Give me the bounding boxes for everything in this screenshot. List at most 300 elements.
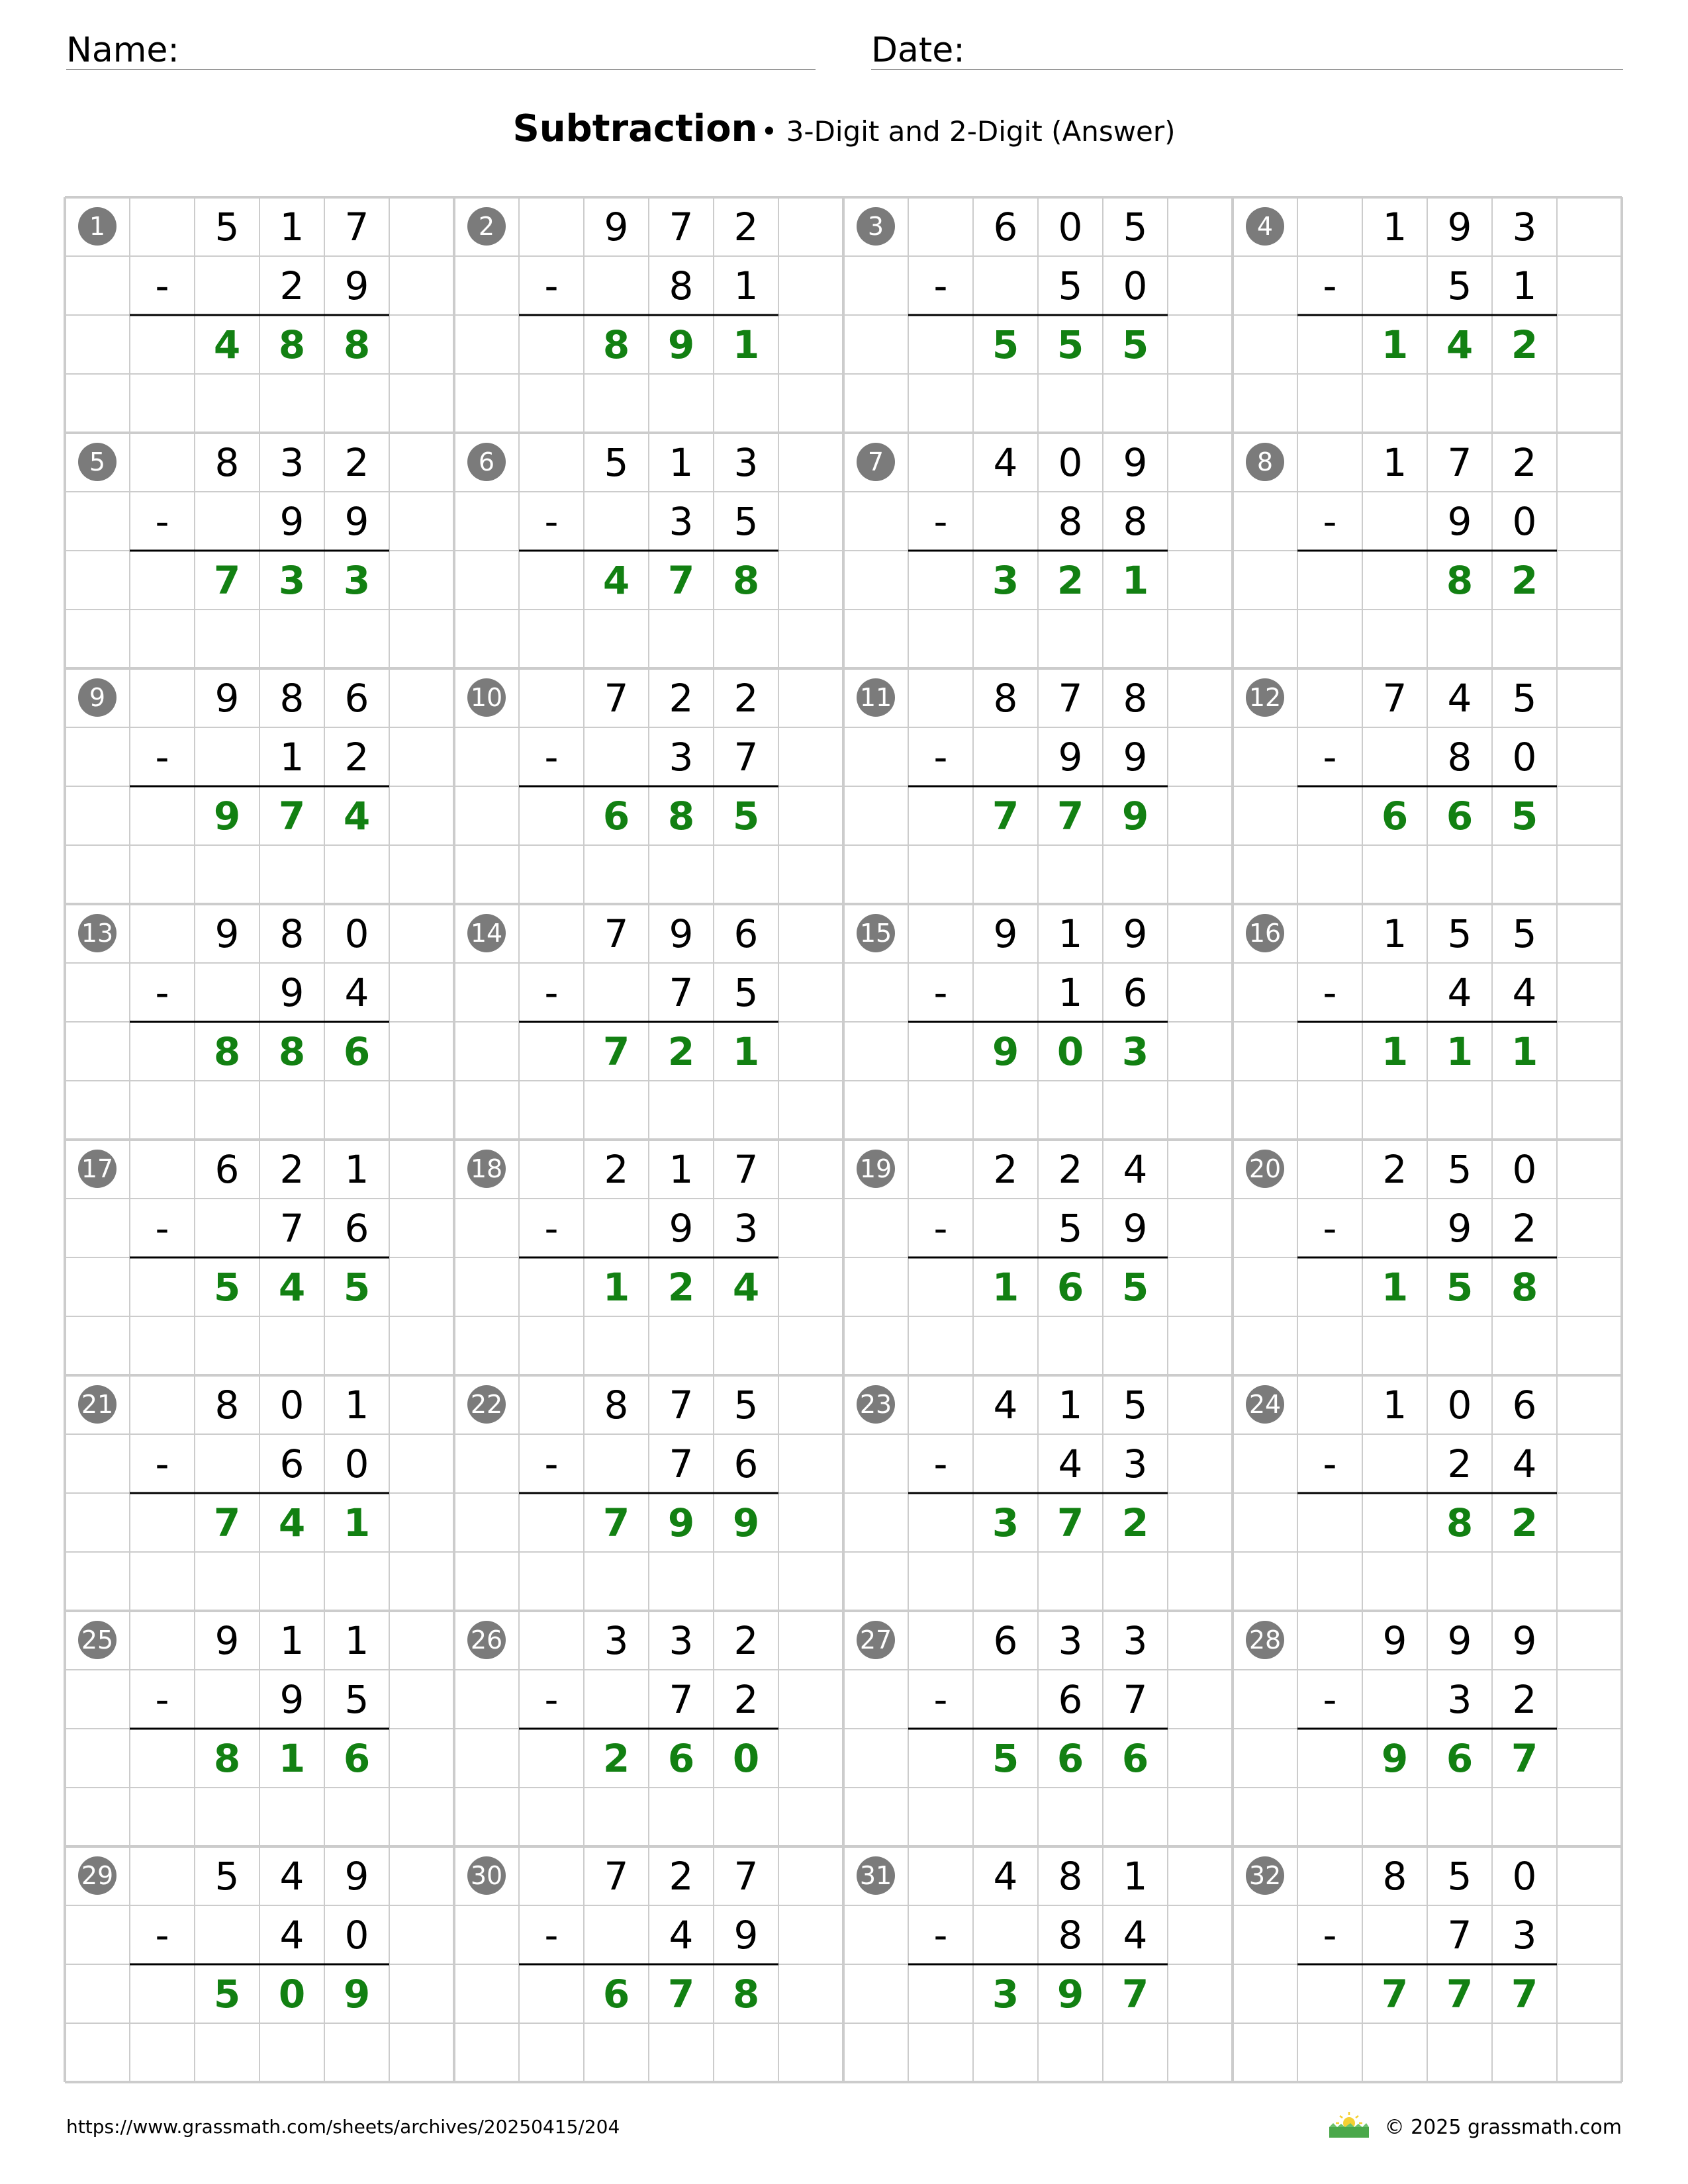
minus-sign: -: [933, 1676, 948, 1722]
answer-digit: 7: [1056, 793, 1084, 839]
answer-digit: 5: [1511, 793, 1538, 839]
subtrahend-digit: 3: [669, 498, 694, 544]
minus-sign: -: [155, 1205, 169, 1251]
subtrahend-digit: 9: [279, 970, 305, 1015]
problem-number-badge: 6: [467, 443, 506, 481]
minuend-digit: 0: [344, 911, 369, 956]
subtrahend-digit: 5: [1058, 263, 1083, 308]
subtrahend-digit: 7: [1123, 1676, 1148, 1722]
answer-digit: 7: [1511, 1971, 1538, 2017]
problem-number-badge: 9: [78, 678, 117, 717]
answer-digit: 9: [1121, 793, 1149, 839]
problem-number-badge: 30: [467, 1856, 506, 1895]
minuend-digit: 3: [279, 439, 305, 485]
answer-digit: 8: [213, 1028, 241, 1074]
minuend-digit: 7: [1058, 675, 1083, 721]
minuend-digit: 4: [279, 1853, 305, 1899]
subtrahend-digit: 3: [1123, 1441, 1148, 1486]
minus-sign: -: [933, 1441, 948, 1486]
answer-digit: 5: [213, 1264, 241, 1310]
answer-digit: 1: [1381, 1264, 1409, 1310]
minuend-digit: 1: [669, 439, 694, 485]
minuend-digit: 9: [604, 204, 629, 250]
answer-digit: 0: [278, 1971, 306, 2017]
minuend-digit: 8: [214, 439, 240, 485]
subtrahend-digit: 1: [279, 734, 305, 780]
problem-number-badge: 20: [1246, 1150, 1284, 1188]
subtrahend-digit: 3: [733, 1205, 759, 1251]
answer-digit: 5: [992, 322, 1019, 367]
minuend-digit: 5: [1447, 1146, 1472, 1192]
subtrahend-digit: 0: [344, 1912, 369, 1958]
answer-digit: 5: [1121, 1264, 1149, 1310]
minuend-digit: 1: [344, 1382, 369, 1428]
subtrahend-digit: 9: [1447, 498, 1472, 544]
minus-sign: -: [155, 734, 169, 780]
minuend-digit: 8: [1123, 675, 1148, 721]
subtrahend-digit: 4: [1058, 1441, 1083, 1486]
problem-number-badge: 24: [1246, 1385, 1284, 1424]
answer-digit: 0: [1056, 1028, 1084, 1074]
minus-sign: -: [1323, 263, 1337, 308]
footer-url: https://www.grassmath.com/sheets/archives/20250415/204: [66, 2116, 620, 2138]
answer-digit: 8: [278, 1028, 306, 1074]
answer-digit: 5: [213, 1971, 241, 2017]
minus-sign: -: [933, 734, 948, 780]
minus-sign: -: [1323, 1676, 1337, 1722]
minuend-digit: 1: [1382, 1382, 1407, 1428]
subtrahend-digit: 7: [279, 1205, 305, 1251]
answer-digit: 2: [1511, 322, 1538, 367]
answer-digit: 5: [732, 793, 760, 839]
date-label: Date:: [871, 30, 965, 70]
problem-number-badge: 21: [78, 1385, 117, 1424]
answer-digit: 8: [602, 322, 630, 367]
answer-digit: 4: [732, 1264, 760, 1310]
subtrahend-digit: 9: [344, 498, 369, 544]
minuend-digit: 7: [344, 204, 369, 250]
problem-number-badge: 19: [857, 1150, 895, 1188]
answer-digit: 4: [343, 793, 371, 839]
minuend-digit: 8: [993, 675, 1018, 721]
minuend-digit: 7: [733, 1853, 759, 1899]
answer-digit: 6: [1381, 793, 1409, 839]
subtrahend-digit: 5: [1447, 263, 1472, 308]
subtrahend-digit: 9: [669, 1205, 694, 1251]
minus-sign: -: [1323, 1912, 1337, 1958]
minus-sign: -: [1323, 1205, 1337, 1251]
subtrahend-digit: 4: [344, 970, 369, 1015]
answer-digit: 6: [343, 1735, 371, 1781]
answer-digit: 8: [278, 322, 306, 367]
minuend-digit: 7: [604, 911, 629, 956]
answer-digit: 9: [667, 322, 695, 367]
answer-digit: 9: [992, 1028, 1019, 1074]
subtrahend-digit: 8: [1058, 498, 1083, 544]
title-main: Subtraction: [512, 107, 758, 150]
answer-digit: 6: [1121, 1735, 1149, 1781]
problem-number-badge: 17: [78, 1150, 117, 1188]
minuend-digit: 1: [344, 1146, 369, 1192]
date-field[interactable]: [871, 25, 1623, 70]
minus-sign: -: [933, 263, 948, 308]
minuend-digit: 3: [604, 1617, 629, 1663]
subtrahend-digit: 5: [1058, 1205, 1083, 1251]
subtrahend-digit: 8: [1447, 734, 1472, 780]
subtrahend-digit: 6: [1123, 970, 1148, 1015]
answer-digit: 9: [667, 1500, 695, 1545]
minuend-digit: 6: [733, 911, 759, 956]
subtrahend-digit: 7: [669, 970, 694, 1015]
subtrahend-digit: 9: [733, 1912, 759, 1958]
subtrahend-digit: 2: [279, 263, 305, 308]
answer-digit: 7: [667, 1971, 695, 2017]
answer-digit: 7: [213, 557, 241, 603]
subtrahend-digit: 4: [669, 1912, 694, 1958]
answer-digit: 1: [732, 322, 760, 367]
answer-digit: 4: [278, 1500, 306, 1545]
worksheet-title: [0, 107, 1688, 150]
minuend-digit: 8: [604, 1382, 629, 1428]
subtrahend-digit: 7: [1447, 1912, 1472, 1958]
subtrahend-digit: 1: [1512, 263, 1537, 308]
answer-digit: 2: [667, 1028, 695, 1074]
answer-digit: 8: [1446, 557, 1474, 603]
answer-digit: 7: [992, 793, 1019, 839]
answer-digit: 6: [1446, 1735, 1474, 1781]
subtrahend-digit: 6: [733, 1441, 759, 1486]
minuend-digit: 5: [1447, 911, 1472, 956]
subtrahend-digit: 4: [1512, 970, 1537, 1015]
problem-number-badge: 26: [467, 1621, 506, 1659]
minuend-digit: 4: [1447, 675, 1472, 721]
minuend-digit: 9: [1512, 1617, 1537, 1663]
minuend-digit: 8: [1382, 1853, 1407, 1899]
minuend-digit: 2: [993, 1146, 1018, 1192]
problem-number-badge: 7: [857, 443, 895, 481]
minuend-digit: 7: [733, 1146, 759, 1192]
minuend-digit: 0: [279, 1382, 305, 1428]
minuend-digit: 9: [1123, 439, 1148, 485]
subtrahend-digit: 8: [1123, 498, 1148, 544]
minus-sign: -: [933, 1205, 948, 1251]
answer-digit: 1: [278, 1735, 306, 1781]
subtrahend-digit: 5: [733, 498, 759, 544]
minus-sign: -: [544, 1676, 559, 1722]
minuend-digit: 1: [1382, 911, 1407, 956]
minuend-digit: 6: [344, 675, 369, 721]
minuend-digit: 9: [1447, 204, 1472, 250]
minuend-digit: 2: [279, 1146, 305, 1192]
minus-sign: -: [155, 1912, 169, 1958]
problem-number-badge: 4: [1246, 207, 1284, 246]
answer-digit: 9: [213, 793, 241, 839]
minus-sign: -: [544, 498, 559, 544]
problem-number-badge: 32: [1246, 1856, 1284, 1895]
minuend-digit: 6: [214, 1146, 240, 1192]
subtrahend-digit: 2: [1512, 1205, 1537, 1251]
subtrahend-digit: 2: [344, 734, 369, 780]
footer-copyright: © 2025 grassmath.com: [1384, 2116, 1622, 2139]
minuend-digit: 1: [1058, 911, 1083, 956]
answer-digit: 5: [1446, 1264, 1474, 1310]
minuend-digit: 1: [279, 1617, 305, 1663]
problem-number-badge: 16: [1246, 914, 1284, 952]
answer-digit: 3: [343, 557, 371, 603]
minuend-digit: 7: [604, 1853, 629, 1899]
answer-digit: 1: [1121, 557, 1149, 603]
subtrahend-digit: 6: [344, 1205, 369, 1251]
problem-number-badge: 14: [467, 914, 506, 952]
minuend-digit: 1: [1123, 1853, 1148, 1899]
minuend-digit: 9: [1447, 1617, 1472, 1663]
minuend-digit: 5: [604, 439, 629, 485]
answer-digit: 6: [343, 1028, 371, 1074]
answer-digit: 1: [343, 1500, 371, 1545]
minuend-digit: 2: [733, 675, 759, 721]
answer-digit: 7: [602, 1500, 630, 1545]
subtrahend-digit: 9: [1123, 1205, 1148, 1251]
answer-digit: 4: [602, 557, 630, 603]
title-separator: •: [761, 115, 786, 148]
problem-number-badge: 10: [467, 678, 506, 717]
answer-digit: 7: [213, 1500, 241, 1545]
minuend-digit: 0: [1512, 1853, 1537, 1899]
minuend-digit: 3: [1123, 1617, 1148, 1663]
subtrahend-digit: 1: [733, 263, 759, 308]
subtrahend-digit: 1: [1058, 970, 1083, 1015]
answer-digit: 5: [992, 1735, 1019, 1781]
answer-digit: 8: [1446, 1500, 1474, 1545]
answer-digit: 9: [732, 1500, 760, 1545]
minuend-digit: 7: [1382, 675, 1407, 721]
problem-number-badge: 11: [857, 678, 895, 717]
problem-number-badge: 27: [857, 1621, 895, 1659]
minuend-digit: 8: [1058, 1853, 1083, 1899]
subtrahend-digit: 5: [344, 1676, 369, 1722]
minuend-digit: 6: [1512, 1382, 1537, 1428]
minus-sign: -: [544, 263, 559, 308]
answer-digit: 0: [732, 1735, 760, 1781]
minus-sign: -: [155, 1441, 169, 1486]
subtrahend-digit: 2: [1447, 1441, 1472, 1486]
problem-number-badge: 18: [467, 1150, 506, 1188]
answer-digit: 6: [602, 793, 630, 839]
minuend-digit: 9: [1123, 911, 1148, 956]
minuend-digit: 1: [279, 204, 305, 250]
minuend-digit: 8: [279, 675, 305, 721]
minus-sign: -: [155, 263, 169, 308]
answer-digit: 7: [1381, 1971, 1409, 2017]
problem-number-badge: 28: [1246, 1621, 1284, 1659]
subtrahend-digit: 9: [279, 1676, 305, 1722]
subtrahend-digit: 5: [733, 970, 759, 1015]
subtrahend-digit: 7: [733, 734, 759, 780]
answer-digit: 1: [732, 1028, 760, 1074]
minuend-digit: 3: [1512, 204, 1537, 250]
answer-digit: 1: [1381, 322, 1409, 367]
subtrahend-digit: 9: [344, 263, 369, 308]
minuend-digit: 1: [1382, 204, 1407, 250]
minus-sign: -: [155, 970, 169, 1015]
problem-number-badge: 3: [857, 207, 895, 246]
answer-digit: 2: [1121, 1500, 1149, 1545]
title-subtitle: 3-Digit and 2-Digit (Answer): [786, 115, 1176, 148]
answer-digit: 9: [1056, 1971, 1084, 2017]
subtrahend-digit: 3: [669, 734, 694, 780]
minuend-digit: 9: [993, 911, 1018, 956]
minuend-digit: 5: [1512, 911, 1537, 956]
minuend-digit: 0: [1447, 1382, 1472, 1428]
minuend-digit: 3: [669, 1617, 694, 1663]
minus-sign: -: [544, 1912, 559, 1958]
subtrahend-digit: 4: [1123, 1912, 1148, 1958]
answer-digit: 9: [343, 1971, 371, 2017]
minuend-digit: 5: [214, 1853, 240, 1899]
minuend-digit: 9: [669, 911, 694, 956]
problem-number-badge: 25: [78, 1621, 117, 1659]
subtrahend-digit: 9: [1123, 734, 1148, 780]
minuend-digit: 5: [1512, 675, 1537, 721]
answer-digit: 6: [1056, 1735, 1084, 1781]
minuend-digit: 5: [1447, 1853, 1472, 1899]
minuend-digit: 7: [669, 204, 694, 250]
answer-digit: 1: [1446, 1028, 1474, 1074]
minuend-digit: 2: [733, 204, 759, 250]
minuend-digit: 4: [1123, 1146, 1148, 1192]
subtrahend-digit: 7: [669, 1676, 694, 1722]
answer-digit: 7: [1121, 1971, 1149, 2017]
minuend-digit: 9: [1382, 1617, 1407, 1663]
minuend-digit: 2: [604, 1146, 629, 1192]
minuend-digit: 4: [993, 1382, 1018, 1428]
problem-number-badge: 22: [467, 1385, 506, 1424]
answer-digit: 8: [213, 1735, 241, 1781]
answer-digit: 7: [667, 557, 695, 603]
subtrahend-digit: 0: [1512, 734, 1537, 780]
answer-digit: 7: [1446, 1971, 1474, 2017]
minus-sign: -: [155, 1676, 169, 1722]
subtrahend-digit: 3: [1512, 1912, 1537, 1958]
answer-digit: 2: [1511, 1500, 1538, 1545]
minuend-digit: 7: [1447, 439, 1472, 485]
subtrahend-digit: 8: [1058, 1912, 1083, 1958]
answer-digit: 9: [1381, 1735, 1409, 1781]
problem-number-badge: 1: [78, 207, 117, 246]
minuend-digit: 0: [1512, 1146, 1537, 1192]
minuend-digit: 2: [1512, 439, 1537, 485]
answer-digit: 5: [1056, 322, 1084, 367]
minus-sign: -: [1323, 734, 1337, 780]
minuend-digit: 2: [669, 675, 694, 721]
subtrahend-digit: 9: [1447, 1205, 1472, 1251]
minuend-digit: 5: [1123, 204, 1148, 250]
minuend-digit: 0: [1058, 204, 1083, 250]
subtrahend-digit: 4: [279, 1912, 305, 1958]
answer-digit: 8: [343, 322, 371, 367]
minuend-digit: 9: [214, 675, 240, 721]
problem-number-badge: 31: [857, 1856, 895, 1895]
minuend-digit: 2: [344, 439, 369, 485]
answer-digit: 4: [213, 322, 241, 367]
minus-sign: -: [1323, 970, 1337, 1015]
answer-digit: 1: [1511, 1028, 1538, 1074]
answer-digit: 5: [1121, 322, 1149, 367]
minuend-digit: 5: [1123, 1382, 1148, 1428]
problem-number-badge: 8: [1246, 443, 1284, 481]
answer-digit: 6: [1446, 793, 1474, 839]
subtrahend-digit: 0: [1123, 263, 1148, 308]
minuend-digit: 1: [344, 1617, 369, 1663]
minuend-digit: 5: [214, 204, 240, 250]
answer-digit: 8: [732, 1971, 760, 2017]
minuend-digit: 6: [993, 204, 1018, 250]
minus-sign: -: [933, 498, 948, 544]
minuend-digit: 8: [214, 1382, 240, 1428]
subtrahend-digit: 6: [279, 1441, 305, 1486]
minus-sign: -: [933, 1912, 948, 1958]
problem-number-badge: 5: [78, 443, 117, 481]
answer-digit: 3: [278, 557, 306, 603]
problem-number-badge: 23: [857, 1385, 895, 1424]
minuend-digit: 0: [1058, 439, 1083, 485]
minuend-digit: 6: [993, 1617, 1018, 1663]
grassmath-logo-icon: [1328, 2110, 1370, 2139]
minuend-digit: 4: [993, 1853, 1018, 1899]
minuend-digit: 3: [1058, 1617, 1083, 1663]
minuend-digit: 2: [1058, 1146, 1083, 1192]
minuend-digit: 5: [733, 1382, 759, 1428]
minuend-digit: 8: [279, 911, 305, 956]
answer-digit: 7: [602, 1028, 630, 1074]
subtrahend-digit: 7: [669, 1441, 694, 1486]
subtrahend-digit: 3: [1447, 1676, 1472, 1722]
minus-sign: -: [933, 970, 948, 1015]
answer-digit: 3: [992, 557, 1019, 603]
answer-digit: 3: [992, 1971, 1019, 2017]
answer-digit: 3: [992, 1500, 1019, 1545]
subtrahend-digit: 6: [1058, 1676, 1083, 1722]
minus-sign: -: [544, 734, 559, 780]
answer-digit: 7: [278, 793, 306, 839]
problem-number-badge: 13: [78, 914, 117, 952]
problem-number-badge: 15: [857, 914, 895, 952]
answer-digit: 2: [1511, 557, 1538, 603]
answer-digit: 8: [1511, 1264, 1538, 1310]
minuend-digit: 3: [733, 439, 759, 485]
minus-sign: -: [544, 1205, 559, 1251]
subtrahend-digit: 8: [669, 263, 694, 308]
problem-number-badge: 2: [467, 207, 506, 246]
subtrahend-digit: 9: [1058, 734, 1083, 780]
minus-sign: -: [544, 1441, 559, 1486]
minuend-digit: 1: [669, 1146, 694, 1192]
minuend-digit: 1: [1058, 1382, 1083, 1428]
minuend-digit: 9: [344, 1853, 369, 1899]
minuend-digit: 9: [214, 1617, 240, 1663]
subtrahend-digit: 2: [733, 1676, 759, 1722]
minuend-digit: 7: [669, 1382, 694, 1428]
problem-number-badge: 12: [1246, 678, 1284, 717]
subtrahend-digit: 0: [1512, 498, 1537, 544]
answer-digit: 7: [1056, 1500, 1084, 1545]
answer-digit: 4: [1446, 322, 1474, 367]
name-field[interactable]: [66, 25, 816, 70]
minuend-digit: 4: [993, 439, 1018, 485]
answer-digit: 6: [667, 1735, 695, 1781]
answer-digit: 7: [1511, 1735, 1538, 1781]
answer-digit: 4: [278, 1264, 306, 1310]
